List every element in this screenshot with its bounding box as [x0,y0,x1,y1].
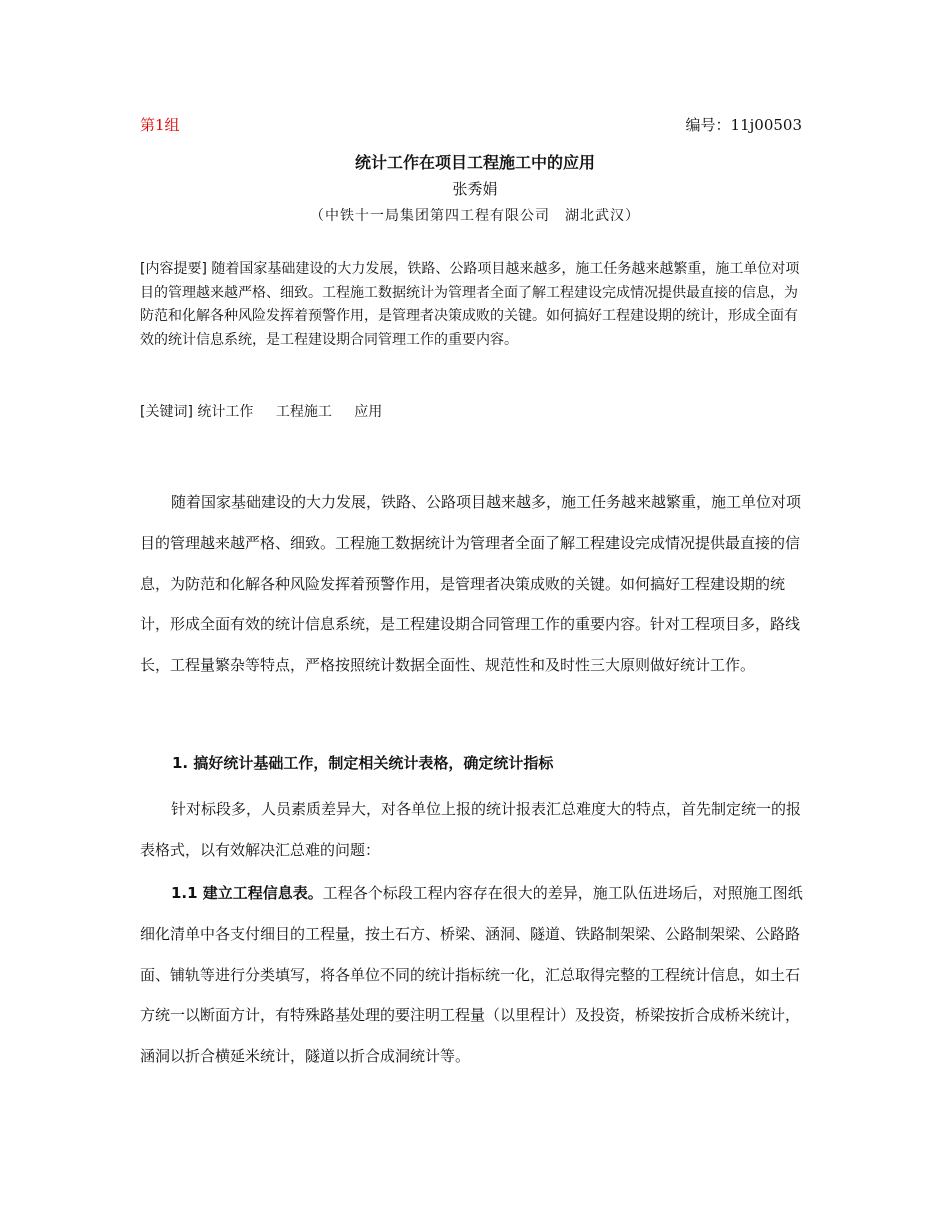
subsection-text: 工程各个标段工程内容存在很大的差异，施工队伍进场后，对照施工图纸细化清单中各支付细目的工程量，按土石方、桥梁、涵洞、隧道、铁路制架梁、公路制架梁、公路路面、铺轨等进行分类填写，将各单位不同的统计指标统一化，汇总取得完整的工程统计信息，如土石方统一以断面方计，有特殊路基处理的要注明工程量（以里程计）及投资，桥梁按折合成桥米统计，涵洞以折合横延米统计，隧道以折合成洞统计等。 [140,884,803,1066]
author-name: 张秀娟 [452,180,498,198]
abstract [140,258,810,352]
section-heading: 1. 搞好统计基础工作，制定相关统计表格，确定统计指标 [172,754,554,772]
subsection-paragraph [140,873,812,1077]
keyword-item: 应用 [354,404,383,420]
intro-paragraph: 随着国家基础建设的大力发展，铁路、公路项目越来越多，施工任务越来越繁重，施工单位对项目的管理越来越严格、细致。工程施工数据统计为管理者全面了解工程建设完成情况提供最直接的信息，为防范和化解各种风险发挥着预警作用，是管理者决策成败的关键。如何搞好工程建设期的统计，形成全面有效的统计信息系统，是工程建设期合同管理工作的重要内容。针对工程项目多，路线长，工程量繁杂等特点，严格按照统计数据全面性、规范性和及时性三大原则做好统计工作。 [140,493,802,675]
keywords-label: [关键词] [140,404,193,420]
keyword-item: 工程施工 [275,404,332,420]
serial-number: 编号：11j00503 [685,116,802,134]
keyword-item: 统计工作 [197,404,254,420]
keywords [140,401,810,421]
paper-title: 统计工作在项目工程施工中的应用 [354,153,595,172]
section-paragraph: 针对标段多，人员素质差异大，对各单位上报的统计报表汇总难度大的特点，首先制定统一的报表格式，以有效解决汇总难的问题： [140,800,802,859]
subsection-heading: 1.1 建立工程信息表。 [171,884,323,902]
author-affiliation: （中铁十一局集团第四工程有限公司 湖北武汉） [310,208,640,224]
abstract-label: [内容提要] [140,261,207,277]
abstract-text: 随着国家基础建设的大力发展，铁路、公路项目越来越多，施工任务越来越繁重，施工单位对项目的管理越来越严格、细致。工程施工数据统计为管理者全面了解工程建设完成情况提供最直接的信息，为防范和化解各种风险发挥着预警作用，是管理者决策成败的关键。如何搞好工程建设期的统计，形成全面有效的统计信息系统，是工程建设期合同管理工作的重要内容。 [140,261,800,348]
group-label: 第1组 [140,116,180,134]
